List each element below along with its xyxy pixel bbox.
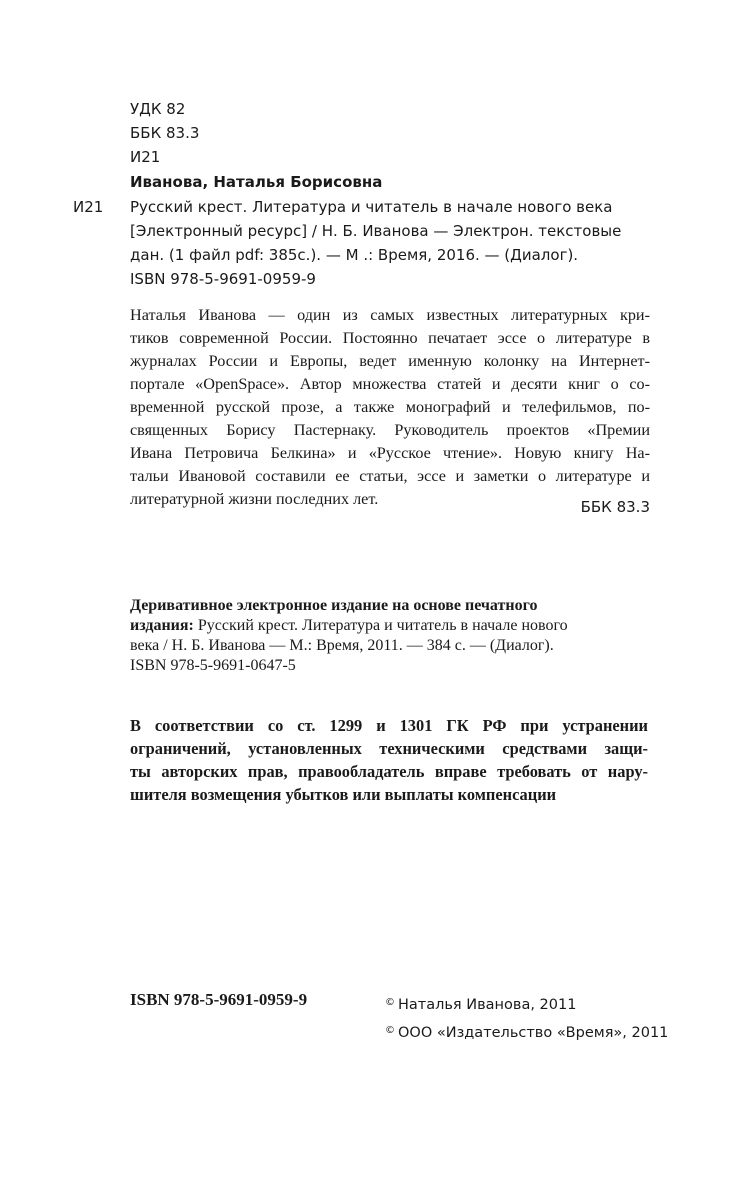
copyright-publisher-line — [385, 1018, 668, 1046]
record-margin-mark: И21 — [73, 198, 104, 216]
annotation-bbk: ББК 83.3 — [580, 498, 650, 516]
derivative-imprint: века / Н. Б. Иванова — М.: Время, 2011. — 384 с. — (Диалог). — [130, 637, 554, 654]
udk-code: УДК 82 — [130, 100, 186, 118]
annotation-line: литературной жизни последних лет. — [130, 490, 379, 508]
catalog-block — [130, 97, 199, 169]
derivative-isbn: ISBN 978-5-9691-0647-5 — [130, 657, 296, 674]
annotation-line: священных Борису Пастернаку. Руководитель проектов «Премии — [130, 421, 650, 439]
legal-line: ограничений, установленных техническими средствами защи- — [130, 739, 648, 758]
record-line: Русский крест. Литература и читатель в начале нового века — [130, 198, 613, 216]
copyright-author: Наталья Иванова, 2011 — [398, 997, 577, 1013]
bibliographic-record — [130, 195, 621, 291]
annotation-line: Ивана Петровича Белкина» и «Русское чтение». Новую книгу На- — [130, 444, 650, 462]
copyright-symbol: © — [385, 1025, 395, 1036]
footer-isbn: ISBN 978-5-9691-0959-9 — [130, 990, 308, 1009]
annotation — [130, 304, 650, 511]
annotation-line: временной русской прозе, а также монографий и телефильмов, по- — [130, 398, 650, 416]
annotation-line: тиков современной России. Постоянно печатает эссе о литературе в — [130, 329, 650, 347]
legal-notice — [130, 714, 648, 806]
bbk-code: ББК 83.3 — [130, 124, 200, 142]
author-mark: И21 — [130, 148, 161, 166]
derivative-heading-end: издания: — [130, 617, 194, 634]
copyright-author-line — [385, 990, 668, 1018]
record-author: Иванова, Наталья Борисовна — [130, 173, 383, 191]
record-line: дан. (1 файл pdf: 385с.). — М .: Время, 2016. — (Диалог). — [130, 246, 579, 264]
annotation-line: журналах России и Европы, ведет именную колонку на Интернет- — [130, 352, 650, 370]
copyright-block — [385, 990, 668, 1046]
annotation-line: портале «OpenSpace». Автор множества статей и десяти книг о со- — [130, 375, 650, 393]
record-line: [Электронный ресурс] / Н. Б. Иванова — Электрон. текстовые — [130, 222, 622, 240]
legal-line: ты авторских прав, правообладатель вправе требовать от нару- — [130, 762, 648, 781]
legal-line: В соответствии со ст. 1299 и 1301 ГК РФ при устранении — [130, 716, 648, 735]
derivative-heading: Деривативное электронное издание на основе печатного — [130, 597, 538, 614]
derivative-title: Русский крест. Литература и читатель в начале нового — [193, 617, 568, 634]
record-isbn: ISBN 978-5-9691-0959-9 — [130, 270, 316, 288]
annotation-line: Наталья Иванова — один из самых известных литературных кри- — [130, 306, 650, 324]
copyright-publisher: ООО «Издательство «Время», 2011 — [398, 1025, 669, 1041]
annotation-line: тальи Ивановой составили ее статьи, эссе и заметки о литературе и — [130, 467, 650, 485]
derivative-edition-note — [130, 596, 650, 676]
copyright-symbol: © — [385, 997, 395, 1008]
legal-line: шителя возмещения убытков или выплаты компенсации — [130, 785, 557, 804]
